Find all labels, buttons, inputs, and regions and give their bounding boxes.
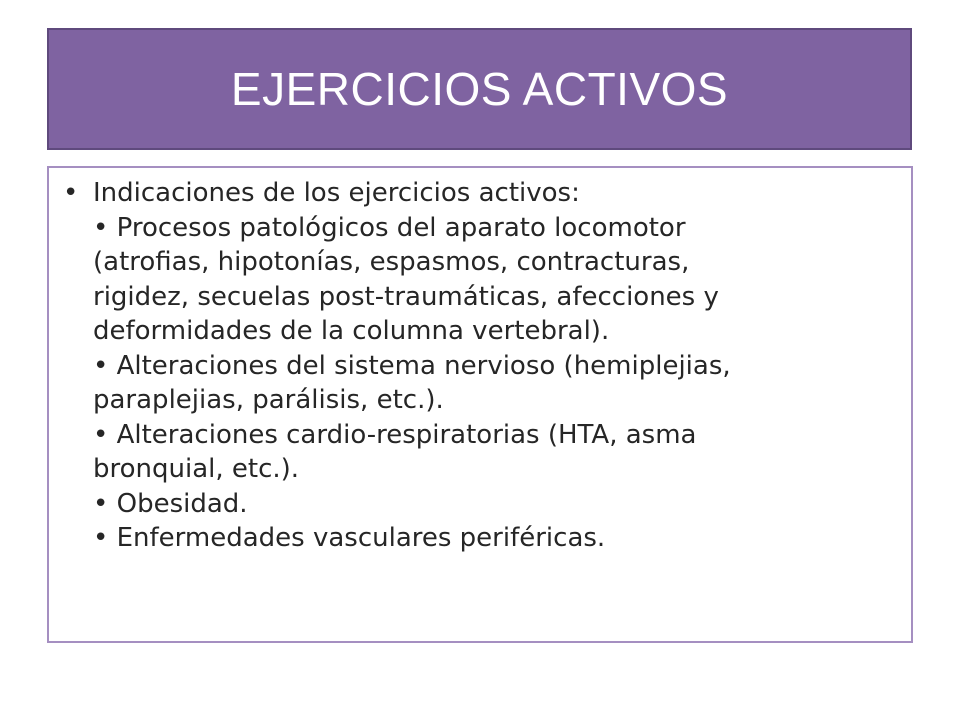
bullet-body	[93, 176, 903, 556]
content-box	[47, 166, 913, 643]
bullet-item	[63, 176, 903, 556]
content-line-7: paraplejias, parálisis, etc.).	[93, 385, 444, 415]
content-line-9: bronquial, etc.).	[93, 454, 300, 484]
content-line-3: (atrofias, hipotonías, espasmos, contracturas,	[93, 247, 690, 277]
content-line-1: Indicaciones de los ejercicios activos:	[93, 178, 580, 208]
bullet-marker: •	[63, 178, 79, 208]
content-line-5: deformidades de la columna vertebral).	[93, 316, 610, 346]
content-line-11: • Enfermedades vasculares periféricas.	[93, 523, 606, 553]
content-line-8: • Alteraciones cardio-respiratorias (HTA, asma	[93, 419, 697, 450]
content-line-10: • Obesidad.	[93, 488, 248, 519]
content-line-2: • Procesos patológicos del aparato locomotor	[93, 212, 686, 243]
content-line-6: • Alteraciones del sistema nervioso (hemiplejias,	[93, 350, 731, 381]
title-box	[47, 28, 912, 150]
slide-title: EJERCICIOS ACTIVOS	[230, 63, 729, 115]
content-line-4: rigidez, secuelas post-traumáticas, afecciones y	[93, 281, 719, 312]
